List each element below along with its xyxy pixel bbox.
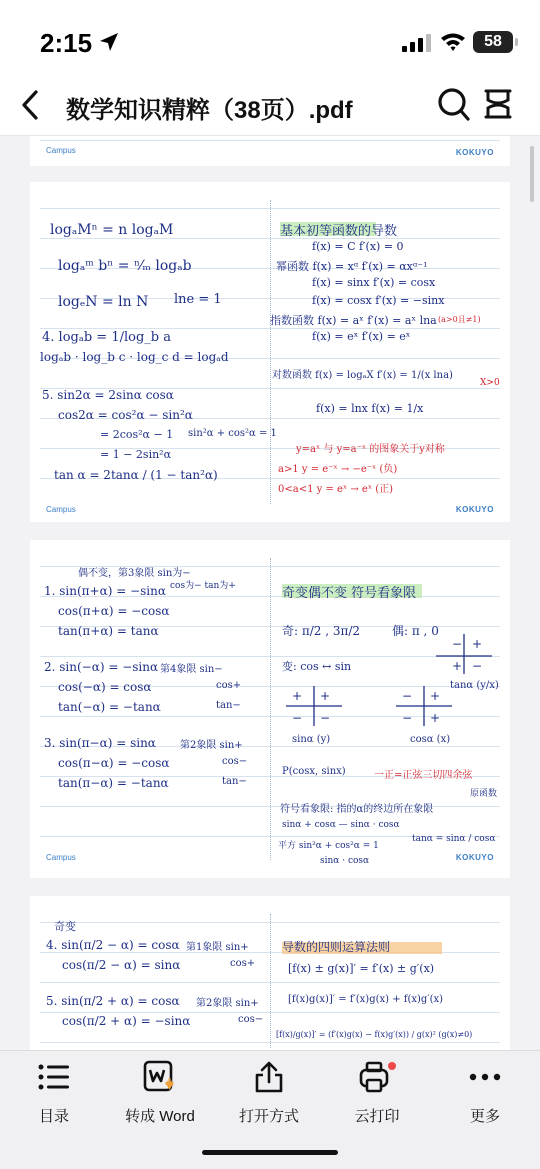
note-line: f(x) = C f′(x) = 0 (312, 240, 404, 253)
note-line: logₐᵐ bⁿ = ⁿ⁄ₘ logₐb (58, 258, 192, 274)
note-line: cos− (222, 756, 248, 767)
note-line: logₐMⁿ = n logₐM (50, 222, 174, 238)
note-line: X>0 (480, 378, 500, 388)
nav-bar (0, 86, 540, 136)
svg-text:+: + (292, 689, 303, 703)
note-line: 偶不变，第3象限 sin为− (78, 568, 191, 579)
note-line: cos(−α) = cosα (58, 680, 152, 694)
pdf-page-partial (30, 136, 510, 166)
svg-text:−: − (452, 637, 463, 651)
note-heading: 基本初等函数的导数 (280, 224, 398, 239)
note-line: 幂函数 f(x) = xᵅ f′(x) = αxᵅ⁻¹ (276, 260, 428, 273)
pdf-page-2 (30, 540, 510, 878)
toolbar-label: 更多 (469, 1108, 500, 1125)
note-line: cos2α = cos²α − sin²α (58, 408, 193, 422)
svg-text:−: − (402, 711, 413, 725)
note-line: tan α = 2tanα / (1 − tan²α) (54, 468, 218, 482)
scrollbar[interactable] (530, 146, 534, 202)
back-chevron-icon[interactable] (16, 88, 46, 122)
note-line: 第2象限 sin+ (180, 740, 243, 751)
note-line: cos(π/2 − α) = sinα (62, 958, 181, 972)
more-icon (469, 1072, 501, 1082)
svg-text:+: + (430, 711, 441, 725)
share-icon (253, 1060, 285, 1094)
svg-text:−: − (320, 711, 331, 725)
status-bar (0, 0, 540, 86)
quadrant-sign-diagram-cos (394, 684, 454, 728)
note-line: sin²α + cos²α = 1 (188, 428, 277, 439)
kokuyo-logo: KOKUYO (455, 148, 494, 157)
campus-logo: Campus (46, 853, 76, 862)
note-line: 4. logₐb = 1/log_b a (42, 330, 171, 345)
note-line: f(x) = sinx f′(x) = cosx (312, 276, 436, 289)
note-line: logₐb · log_b c · log_c d = logₐd (40, 350, 229, 364)
note-line: cos(π+α) = −cosα (58, 604, 170, 618)
battery-indicator: 58 (473, 31, 513, 53)
note-line: 4. sin(π/2 − α) = cosα (46, 938, 180, 952)
note-line: 奇: π/2 , 3π/2 (282, 624, 361, 638)
note-line: 符号看象限: 指的α的终边所在象限 (280, 804, 434, 815)
note-line: a>1 y = e⁻ˣ → −e⁻ˣ (负) (278, 464, 398, 475)
toolbar-convert-word-button[interactable] (110, 1057, 210, 1126)
note-line: f(x) = lnx f(x) = 1/x (316, 402, 424, 415)
note-line: cos(π/2 + α) = −sinα (62, 1014, 191, 1028)
note-line: 原函数 (470, 789, 498, 799)
svg-text:−: − (472, 659, 483, 673)
note-line: tanα (y/x) (450, 680, 499, 691)
note-line: 1. sin(π+α) = −sinα (44, 584, 166, 598)
note-line: 第2象限 sin+ (196, 998, 259, 1009)
note-line: 第1象限 sin+ (186, 942, 249, 953)
note-line: 偶: π , 0 (392, 624, 439, 638)
svg-text:+: + (452, 659, 463, 673)
note-line: tan− (216, 700, 241, 711)
note-line: 5. sin(π/2 + α) = cosα (46, 994, 180, 1008)
note-line: cos+ (230, 958, 256, 969)
toolbar-label: 转成 Word (125, 1108, 195, 1125)
note-line: cosα (x) (410, 734, 451, 745)
note-line: tan(−α) = −tanα (58, 700, 161, 714)
cellular-signal-icon (402, 34, 432, 52)
note-heading: 导数的四则运算法则 (282, 940, 391, 954)
printer-icon (357, 1060, 397, 1094)
note-line: f(x) = cosx f′(x) = −sinx (312, 294, 445, 307)
note-line: = 2cos²α − 1 (100, 428, 174, 441)
note-line: 对数函数 f(x) = logₐX f′(x) = 1/(x lna) (272, 370, 453, 381)
note-line: 0<a<1 y = eˣ → eˣ (正) (278, 484, 394, 495)
document-title: 数学知识精粹（38页）.pdf (66, 97, 353, 124)
note-line: y=aˣ 与 y=a⁻ˣ 的图象关于y对称 (296, 444, 445, 455)
note-line: sinα + cosα — sinα · cosα (282, 820, 400, 830)
note-line: (a>0且≠1) (438, 315, 481, 324)
note-line: cos(π−α) = −cosα (58, 756, 170, 770)
note-line: tanα = sinα / cosα (412, 834, 496, 844)
svg-text:+: + (472, 637, 483, 651)
note-line: 5. sin2α = 2sinα cosα (42, 388, 174, 402)
outline-toggle-icon[interactable] (482, 88, 514, 120)
note-line: cos− (238, 1014, 264, 1025)
pdf-viewer[interactable] (0, 136, 540, 1050)
word-convert-icon (143, 1060, 177, 1094)
wifi-icon (440, 32, 466, 52)
campus-logo: Campus (46, 505, 76, 514)
note-line: [f(x)/g(x)]′ = (f′(x)g(x) − f(x)g′(x)) / g(x)² (g(x)≠0) (276, 1030, 473, 1039)
note-line: 奇变 (54, 920, 76, 933)
toolbar-more-button[interactable] (435, 1057, 535, 1126)
list-icon (38, 1062, 70, 1092)
svg-text:−: − (402, 689, 413, 703)
note-line: 3. sin(π−α) = sinα (44, 736, 156, 750)
note-line: = 1 − 2sin²α (100, 448, 172, 461)
toolbar-catalog-button[interactable] (4, 1057, 104, 1126)
note-line: 2. sin(−α) = −sinα (44, 660, 159, 674)
toolbar-label: 云打印 (354, 1108, 400, 1125)
note-line: f(x) = eˣ f′(x) = eˣ (312, 330, 411, 343)
note-line: sinα · cosα (320, 856, 370, 866)
toolbar-label: 目录 (38, 1108, 69, 1125)
campus-logo: Campus (46, 146, 76, 155)
status-time: 2:15 (40, 28, 93, 58)
svg-text:+: + (430, 689, 441, 703)
kokuyo-logo: KOKUYO (455, 853, 494, 862)
note-line: tan(π+α) = tanα (58, 624, 159, 638)
note-line: 指数函数 f(x) = aˣ f′(x) = aˣ lna (270, 314, 437, 327)
note-line: 变: cos ↔ sin (282, 660, 352, 673)
note-line: P(cosx, sinx) (282, 766, 346, 777)
note-line: tan− (222, 776, 247, 787)
home-indicator[interactable] (202, 1150, 338, 1155)
note-heading: 奇变偶不变 符号看象限 (282, 586, 417, 601)
note-line: cos+ (216, 680, 242, 691)
note-line: sinα (y) (292, 734, 331, 745)
quadrant-sign-diagram-tan (434, 632, 494, 676)
note-line: tan(π−α) = −tanα (58, 776, 169, 790)
pdf-page-1 (30, 182, 510, 522)
note-line: 平方 sin²α + cos²α = 1 (278, 841, 379, 851)
kokuyo-logo: KOKUYO (455, 505, 494, 514)
location-arrow-icon (98, 31, 120, 53)
toolbar-cloud-print-button[interactable] (327, 1057, 427, 1126)
svg-text:+: + (320, 689, 331, 703)
svg-text:−: − (292, 711, 303, 725)
note-line: lne = 1 (174, 292, 222, 307)
note-line: [f(x)g(x)]′ = f′(x)g(x) + f(x)g′(x) (288, 994, 444, 1005)
toolbar-open-with-button[interactable] (219, 1057, 319, 1126)
note-line: [f(x) ± g(x)]′ = f′(x) ± g′(x) (288, 962, 435, 975)
toolbar-label: 打开方式 (238, 1108, 299, 1125)
quadrant-sign-diagram-sin (284, 684, 344, 728)
note-line: 一正=正弦三切四余弦 (374, 770, 473, 781)
note-line: 第4象限 sin− (160, 664, 223, 675)
search-icon[interactable] (437, 86, 471, 122)
note-line: logₑN = ln N (58, 294, 149, 310)
note-line: cos为− tan为+ (170, 581, 236, 591)
pdf-page-3 (30, 896, 510, 1050)
